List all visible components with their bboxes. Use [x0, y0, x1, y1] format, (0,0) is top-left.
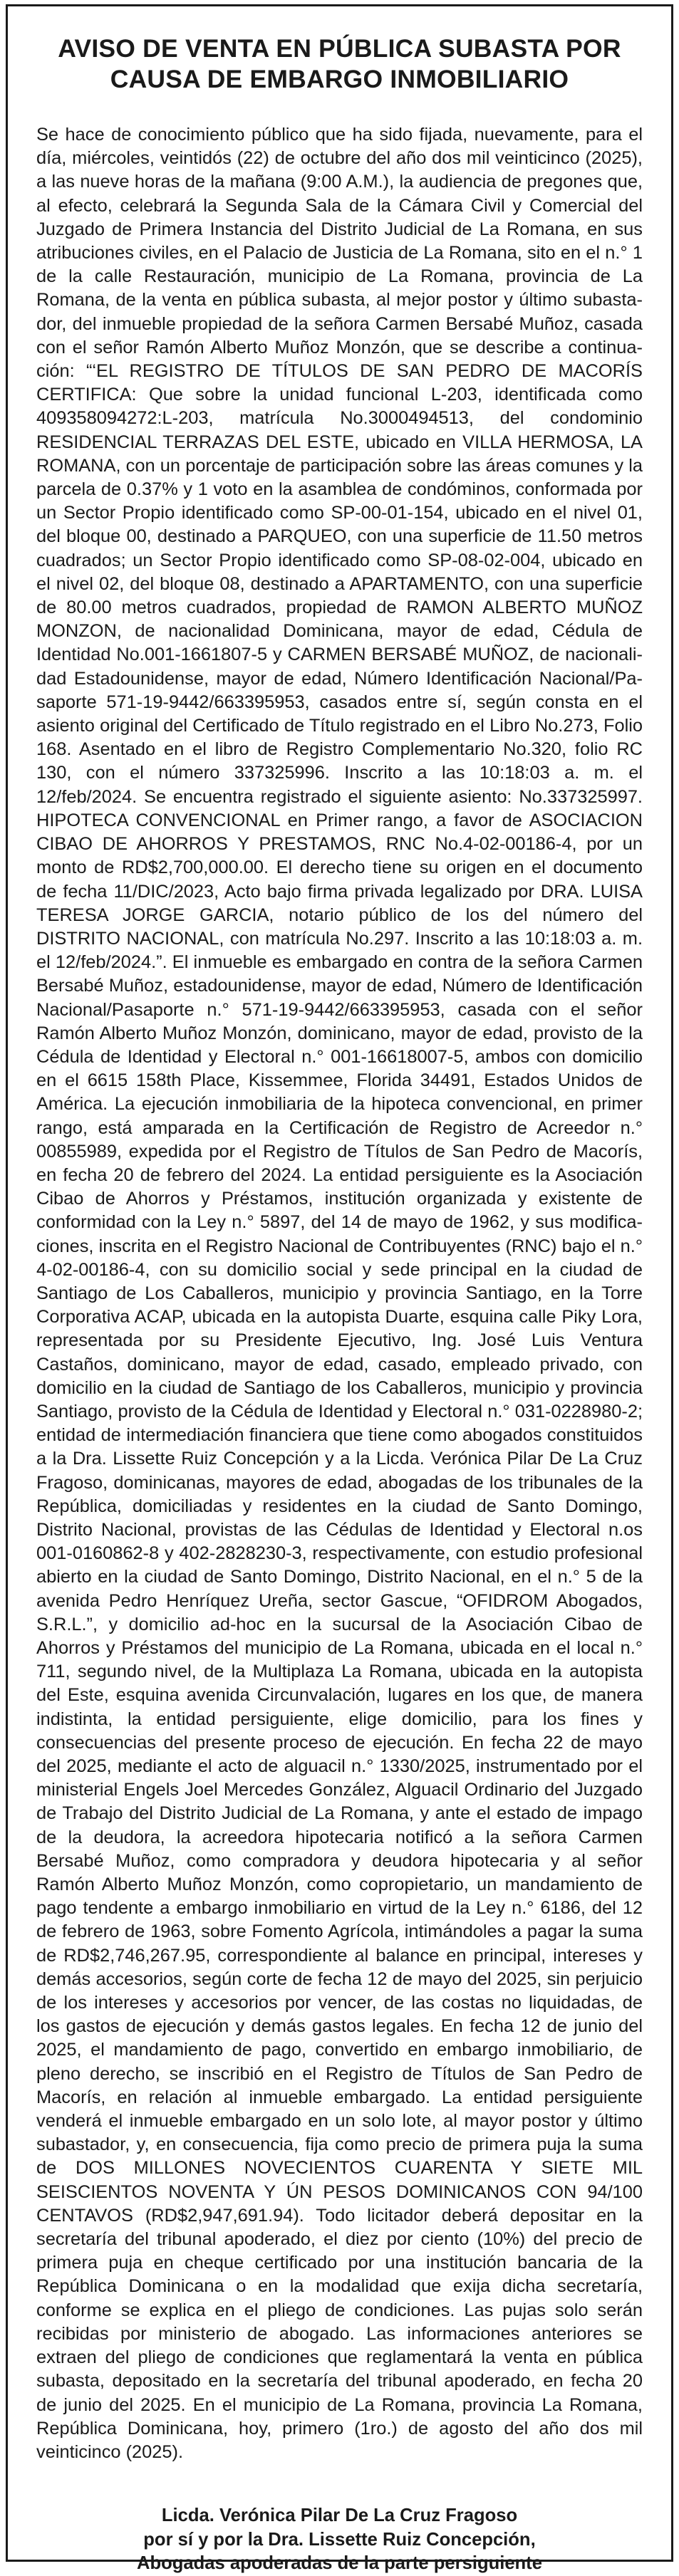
signature-line-1: Licda. Verónica Pilar De La Cruz Fragoso: [161, 2505, 518, 2526]
notice-title: [36, 33, 643, 95]
title-line-2: CAUSA DE EMBARGO INMOBILIARIO: [110, 65, 569, 93]
signature-line-3: Abogadas apoderadas de la parte persiguiente: [137, 2553, 542, 2574]
signature-line-2: por sí y por la Dra. Lissette Ruiz Concepción,: [143, 2529, 536, 2550]
legal-notice: [6, 4, 673, 2574]
notice-body: Se hace de conocimiento público que ha sido fijada, nuevamente, para el día, miércoles, veintidós (22) de octubre del año dos mil veinticinco (2025), a las nueve horas de la mañana (9:00 A.M.), la audiencia de pregones que, al efecto, celebrará la Segunda Sala de la Cámara Civil y Comercial del Juzgado de Primera Instancia del Distrito Judicial de La Romana, en sus atribuciones civiles, en el Palacio de Justicia de La Romana, sito en el n.° 1 de la calle Restauración, municipio de La Romana, provincia de La Romana, de la venta en pública subasta, al mejor postor y último subastador, del inmueble propiedad de la señora Carmen Bersabé Muñoz, casada con el señor Ramón Alberto Muñoz Monzón, que se describe a continuación: “‘EL REGISTRO DE TÍTULOS DE SAN PEDRO DE MACORÍS CERTIFICA: Que sobre la unidad funcional L-203, identificada como 409358094272:L-203, matrícula No.3000494513, del condominio RESIDENCIAL TERRAZAS DEL ESTE, ubicado en VILLA HERMOSA, LA ROMANA, con un porcentaje de participación sobre las áreas comunes y la parcela de 0.37% y 1 voto en la asamblea de condóminos, conformada por un Sector Propio identificado como SP-00-01-154, ubicado en el nivel 01, del bloque 00, destinado a PARQUEO, con una superficie de 11.50 metros cuadrados; un Sector Propio identificado como SP-08-02-004, ubicado en el nivel 02, del bloque 08, destinado a APARTAMENTO, con una superficie de 80.00 metros cuadrados, propiedad de RAMON ALBERTO MUÑOZ MONZON, de nacionalidad Dominicana, mayor de edad, Cédula de Identidad No.001-1661807-5 y CARMEN BERSABÉ MUÑOZ, de nacionalidad Estadounidense, mayor de edad, Número Identificación Nacional/Pasaporte 571-19-9442/663395953, casados entre sí, según consta en el asiento original del Certificado de Título registrado en el Libro No.273, Folio 168. Asentado en el libro de Registro Complementario No.320, folio RC 130, con el número 337325996. Inscrito a las 10:18:03 a. m. el 12/feb/2024. Se encuentra registrado el siguiente asiento: No.337325997. HIPOTECA CONVENCIONAL en Primer rango, a favor de ASOCIACION CIBAO DE AHORROS Y PRESTAMOS, RNC No.4-02-00186-4, por un monto de RD$2,700,000.00. El derecho tiene su origen en el documento de fecha 11/DIC/2023, Acto bajo firma privada legalizado por DRA. LUISA TERESA JORGE GARCIA, notario público de los del número del DISTRITO NACIONAL, con matrícula No.297. Inscrito a las 10:18:03 a. m. el 12/feb/2024.”. El inmueble es embargado en contra de la señora Carmen Bersabé Muñoz, estadounidense, mayor de edad, Número de Identificación Nacional/Pasaporte n.° 571-19-9442/663395953, casada con el señor Ramón Alberto Muñoz Monzón, dominicano, mayor de edad, provisto de la Cédula de Identidad y Electoral n.° 001-16618007-5, ambos con domicilio en el 6615 158th Place, Kissemmee, Florida 34491, Estados Unidos de América. La ejecución inmobiliaria de la hipoteca convencional, en primer rango, está amparada en la Certificación de Registro de Acreedor n.° 00855989, expedida por el Registro de Títulos de San Pedro de Macorís, en fecha 20 de febrero del 2024. La entidad persiguiente es la Asociación Cibao de Ahorros y Préstamos, institución organizada y existente de conformidad con la Ley n.° 5897, del 14 de mayo de 1962, y sus modificaciones, inscrita en el Registro Nacional de Contribuyentes (RNC) bajo el n.° 4-02-00186-4, con su domicilio social y sede principal en la ciudad de Santiago de Los Caballeros, municipio y provincia Santiago, en la Torre Corporativa ACAP, ubicada en la autopista Duarte, esquina calle Piky Lora, representada por su Presidente Ejecutivo, Ing. José Luis Ventura Castaños, dominicano, mayor de edad, casado, empleado privado, con domicilio en la ciudad de Santiago de los Caballeros, municipio y provincia Santiago, provisto de la Cédula de Identidad y Electoral n.° 031-0228980-2; entidad de intermediación financiera que tiene como abogados constituidos a la Dra. Lissette Ruiz Concepción y a la Licda. Verónica Pilar De La Cruz Fragoso, dominicanas, mayores de edad, abogadas de los tribunales de la República, domiciliadas y residentes en la ciudad de Santo Domingo, Distrito Nacional, provistas de las Cédulas de Identidad y Electoral n.os 001-0160862-8 y 402-2828230-3, respectivamente, con estudio profesional abierto en la ciudad de Santo Domingo, Distrito Nacional, en el n.° 5 de la avenida Pedro Henríquez Ureña, sector Gascue, “OFIDROM Abogados, S.R.L.”, y domicilio ad-hoc en la sucursal de la Asociación Cibao de Ahorros y Préstamos del municipio de La Romana, ubicada en el local n.° 711, segundo nivel, de la Multiplaza La Romana, ubicada en la autopista del Este, esquina avenida Circunvalación, lugares en los que, de manera indistinta, la entidad persiguiente, elige domicilio, para los fines y consecuencias del presente proceso de ejecución. En fecha 22 de mayo del 2025, mediante el acto de alguacil n.° 1330/2025, instrumentado por el ministerial Engels Joel Mercedes González, Alguacil Ordinario del Juzgado de Trabajo del Distrito Judicial de La Romana, y ante el estado de impago de la deudora, la acreedora hipotecaria notificó a la señora Carmen Bersabé Muñoz, como compradora y deudora hipotecaria y al señor Ramón Alberto Muñoz Monzón, como copropietario, un mandamiento de pago tendente a embargo inmobiliario en virtud de la Ley n.° 6186, del 12 de febrero de 1963, sobre Fomento Agrícola, intimándoles a pagar la suma de RD$2,746,267.95, correspondiente al balance en principal, intereses y demás accesorios, según corte de fecha 12 de mayo del 2025, sin perjuicio de los intereses y accesorios por vencer, de las costas no liquidadas, de los gastos de ejecución y demás gastos legales. En fecha 12 de junio del 2025, el mandamiento de pago, convertido en embargo inmobiliario, de pleno derecho, se inscribió en el Registro de Títulos de San Pedro de Macorís, en relación al inmueble embargado. La entidad persiguiente venderá el inmueble embargado en un solo lote, al mayor postor y último subastador, y, en consecuencia, fija como precio de primera puja la suma de DOS MILLONES NOVECIENTOS CUARENTA Y SIETE MIL SEISCIENTOS NOVENTA Y ÚN PESOS DOMINICANOS CON 94/100 CENTAVOS (RD$2,947,691.94). Todo licitador deberá depositar en la secretaría del tribunal apoderado, el diez por ciento (10%) del precio de primera puja en cheque certificado por una institución bancaria de la República Dominicana o en la modalidad que exija dicha secretaría, conforme se explica en el pliego de condiciones. Las pujas solo serán recibidas por ministerio de abogado. Las informaciones anteriores se extraen del pliego de condiciones que reglamentará la venta en pública subasta, depositado en la secretaría del tribunal apoderado, en fecha 20 de junio del 2025. En el municipio de La Romana, provincia La Romana, República Dominicana, hoy, primero (1ro.) de agosto del año dos mil veinticinco (2025).: [36, 125, 643, 2462]
signature-block: [36, 2504, 643, 2576]
title-line-1: AVISO DE VENTA EN PÚBLICA SUBASTA POR: [58, 34, 621, 63]
